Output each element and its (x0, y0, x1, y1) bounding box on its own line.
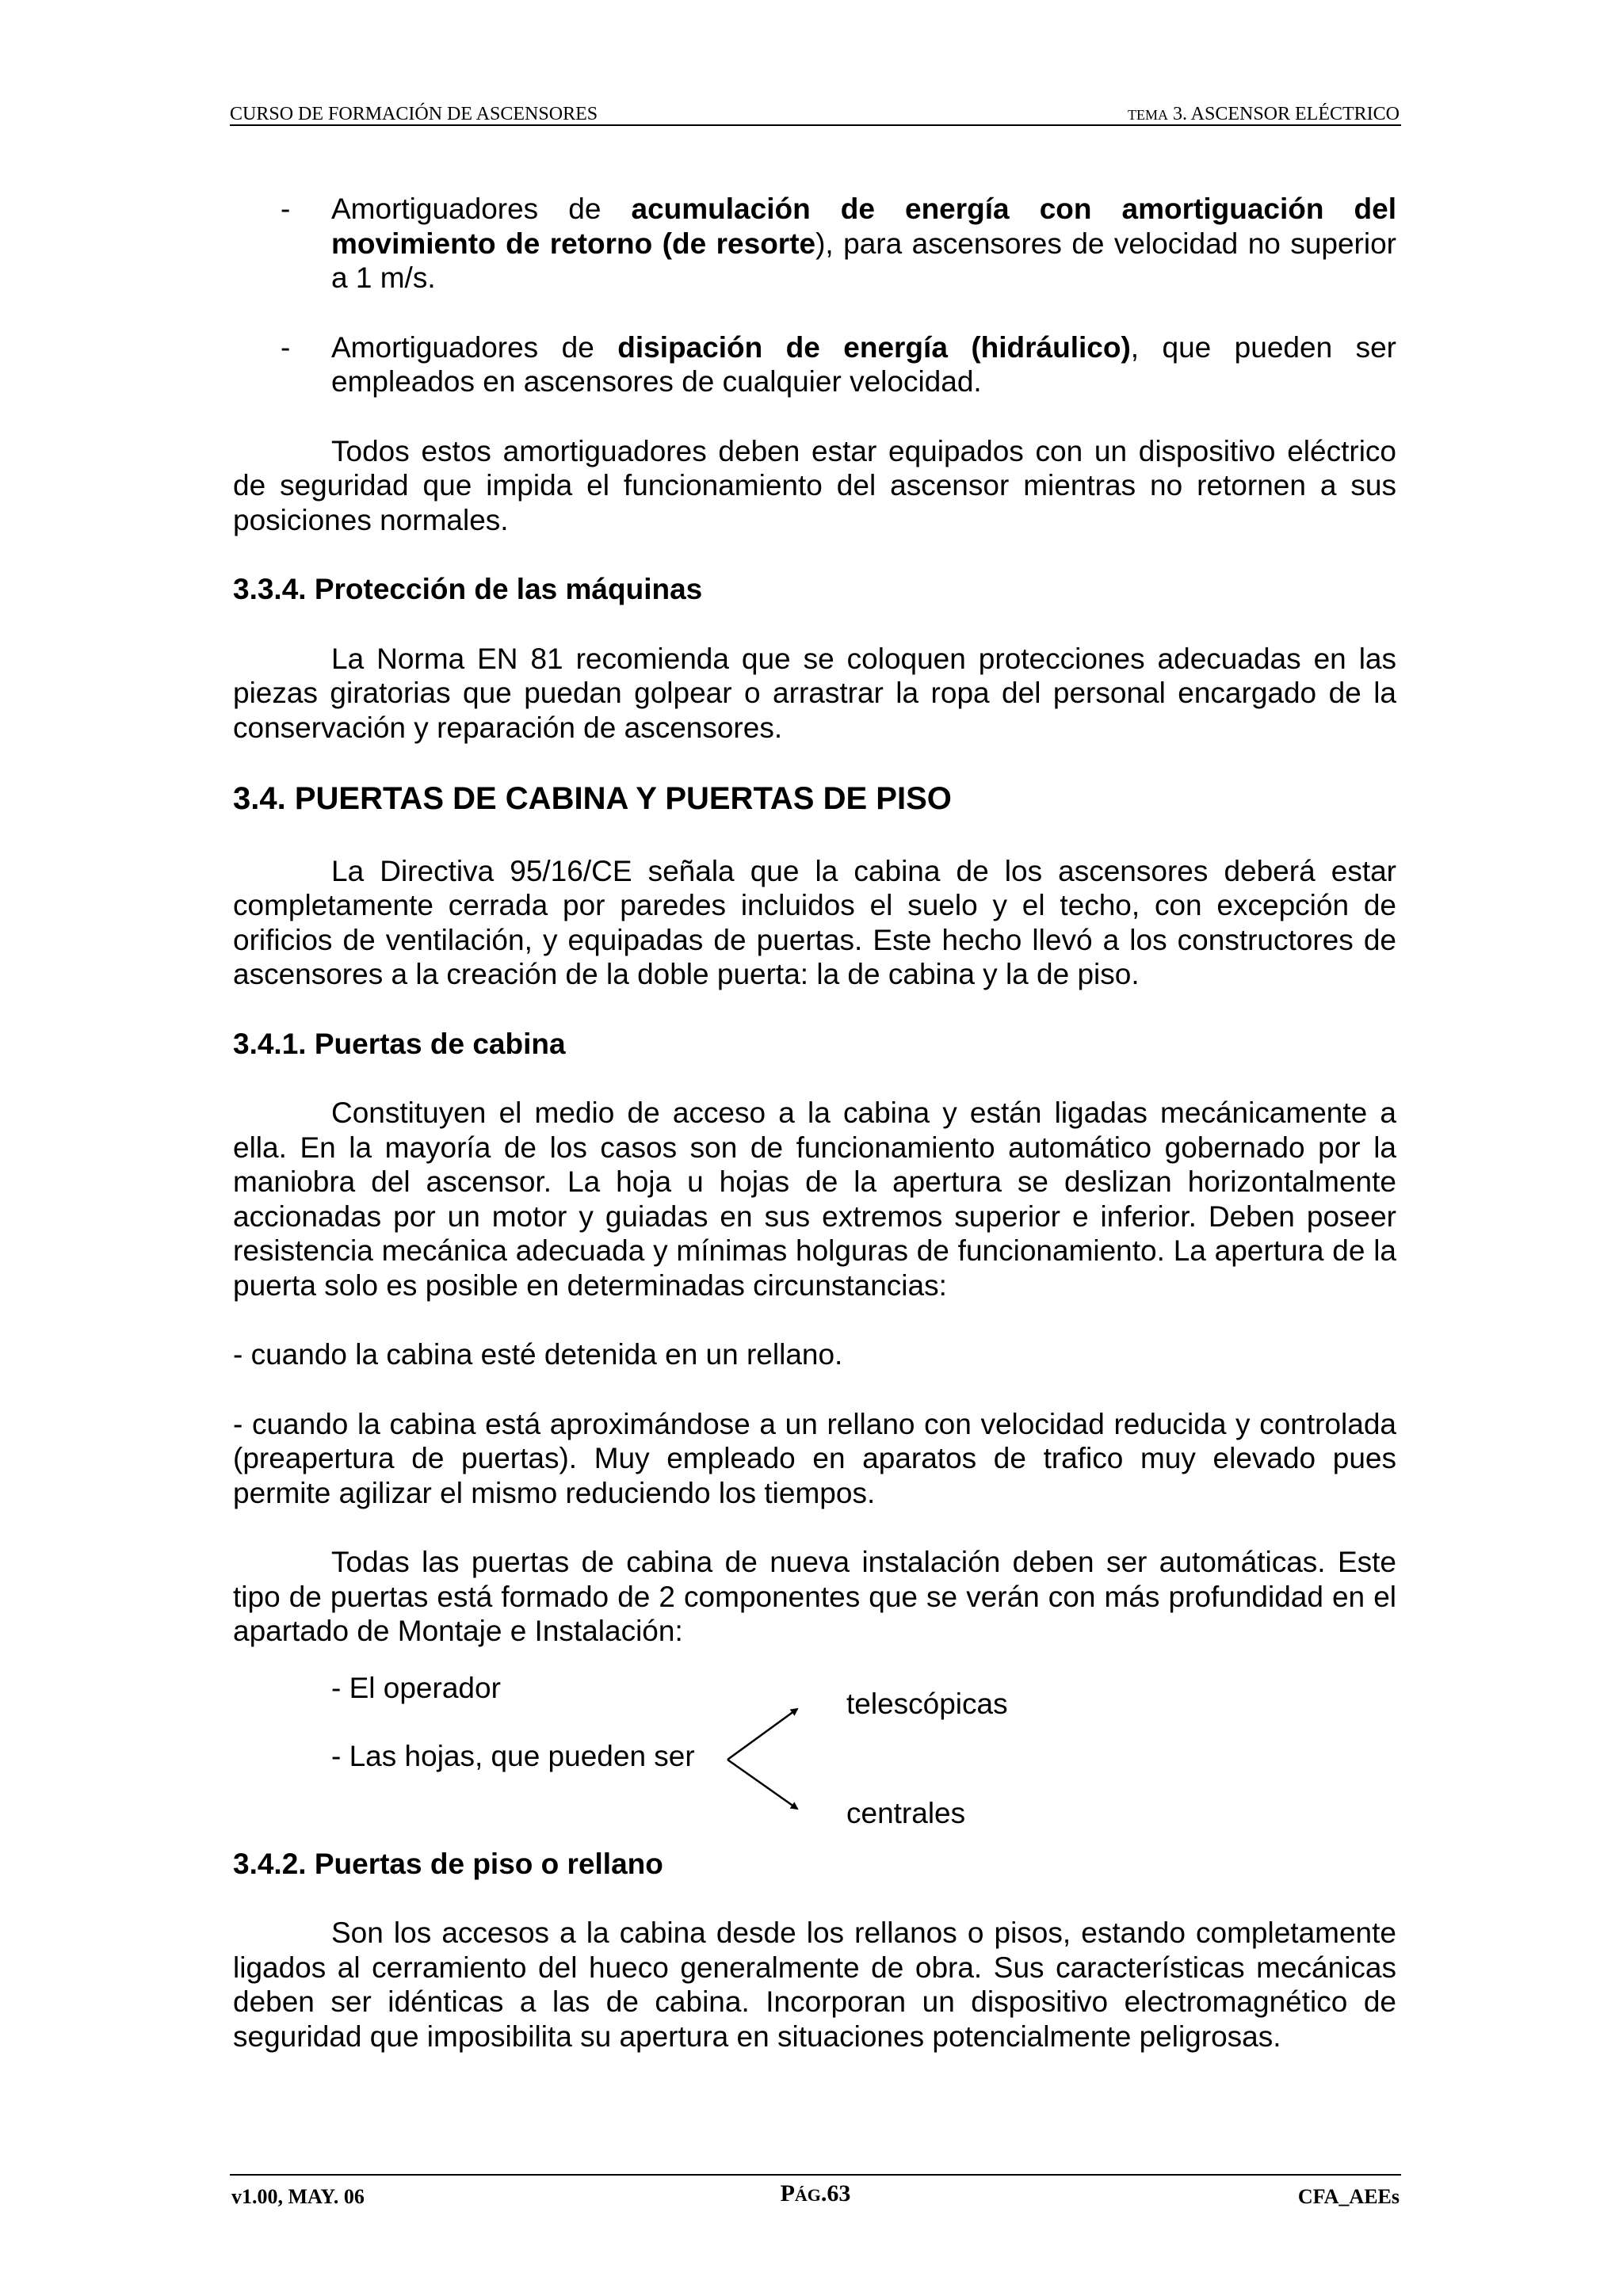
page-footer (230, 2180, 1401, 2215)
bullet-text: , que pueden ser empleados en ascensores de cualquier velocidad. (331, 330, 1396, 398)
arrow-up-icon (727, 1709, 797, 1760)
bullet-bold-text: acumulación de energía con amortiguación del movimiento de retorno (de resorte (331, 193, 1396, 260)
bullet-text: Amortiguadores de (331, 193, 632, 225)
paragraph-3-3-4: La Norma EN 81 recomienda que se coloquen protecciones adecuadas en las piezas giratorias que puedan golpear o arrastrar la ropa del personal encargado de la conservación y reparación de ascensores. (233, 642, 1396, 744)
bullet-text: Amortiguadores de (331, 330, 618, 364)
footer-page-number (230, 2180, 1401, 2207)
header-topic-title: 3. ASCENSOR ELÉCTRICO (1167, 104, 1400, 124)
list-item-detenida: - cuando la cabina esté detenida en un rellano. (233, 1338, 843, 1371)
bullet-resorte (233, 192, 1396, 296)
footer-page-p: P (780, 2180, 795, 2206)
arrow-down-icon (727, 1760, 797, 1809)
paragraph-3-4-2: Son los accesos a la cabina desde los rellanos o pisos, estando completamente ligados al cerramiento del hueco generalmente de obra. Sus características mecánicas deben ser idénticas a las de cabina. Incorporan un dispositivo electromagnético de seguridad que imposibilita su apertura en situaciones potencialmente peligrosas. (233, 1917, 1396, 2053)
footer-page-ag: ÁG (794, 2185, 821, 2205)
footer-version: v1.00, MAY. 06 (231, 2185, 365, 2208)
heading-3-4: 3.4. PUERTAS DE CABINA Y PUERTAS DE PISO (233, 781, 952, 816)
diagram-hojas: - Las hojas, que pueden ser (331, 1739, 695, 1772)
paragraph-3-4-1: Constituyen el medio de acceso a la cabina y están ligadas mecánicamente a ella. En la mayoría de los casos son de funcionamiento automático gobernado por la maniobra del ascensor. La hoja u hojas de la apertura se deslizan horizontalmente accionadas por un motor y guiadas en sus extremos superior e inferior. Deben poseer resistencia mecánica adecuada y mínimas holguras de funcionamiento. La apertura de la puerta solo es posible en determinadas circunstancias: (233, 1097, 1396, 1302)
bullet-bold-text: disipación de energía (hidráulico) (617, 330, 1131, 364)
paragraph-amortiguadores: Todos estos amortiguadores deben estar equipados con un dispositivo eléctrico de seguridad que impida el funcionamiento del ascensor mientras no retornen a sus posiciones normales. (233, 434, 1396, 536)
footer-divider (230, 2174, 1401, 2176)
footer-code: CFA_AEEs (1297, 2185, 1400, 2208)
document-body (233, 192, 1396, 2054)
bullet-hidraulico (233, 330, 1396, 399)
heading-3-4-2: 3.4.2. Puertas de piso o rellano (233, 1847, 663, 1880)
bullet-text: ), para ascensores de velocidad no superior a 1 m/s. (331, 227, 1396, 294)
diagram-arrows (718, 1690, 829, 1817)
list-item-aproximandose: - cuando la cabina está aproximándose a un rellano con velocidad reducida y controlada (preapertura de puertas). Muy empleado en aparatos de trafico muy elevado pues permite agilizar el mismo reduciendo los tiempos. (233, 1407, 1396, 1509)
heading-3-4-1: 3.4.1. Puertas de cabina (233, 1027, 566, 1060)
bullet-dash: - (281, 330, 291, 364)
heading-3-3-4: 3.3.4. Protección de las máquinas (233, 573, 703, 605)
door-types-diagram (233, 1649, 1396, 1847)
paragraph-3-4: La Directiva 95/16/CE señala que la cabina de los ascensores deberá estar completamente cerrada por paredes incluidos el suelo y el techo, con excepción de orificios de ventilación, y equipadas de puertas. Este hecho llevó a los constructores de ascensores a la creación de la doble puerta: la de cabina y la de piso. (233, 854, 1396, 990)
footer-page-num: .63 (820, 2180, 851, 2206)
header-course-title: CURSO DE FORMACIÓN DE ASCENSORES (230, 104, 598, 124)
diagram-telescopicas: telescópicas (846, 1687, 1008, 1720)
header-topic (1128, 104, 1400, 125)
page-header (230, 93, 1401, 125)
paragraph-automaticas: Todas las puertas de cabina de nueva instalación deben ser automáticas. Este tipo de puertas está formado de 2 componentes que se verán con más profundidad en el apartado de Montaje e Instalación: (233, 1546, 1396, 1647)
bullet-dash: - (281, 193, 291, 225)
diagram-centrales: centrales (846, 1796, 966, 1829)
header-topic-prefix: TEMA (1127, 107, 1168, 123)
header-divider (230, 124, 1401, 126)
diagram-operador: - El operador (331, 1671, 501, 1704)
